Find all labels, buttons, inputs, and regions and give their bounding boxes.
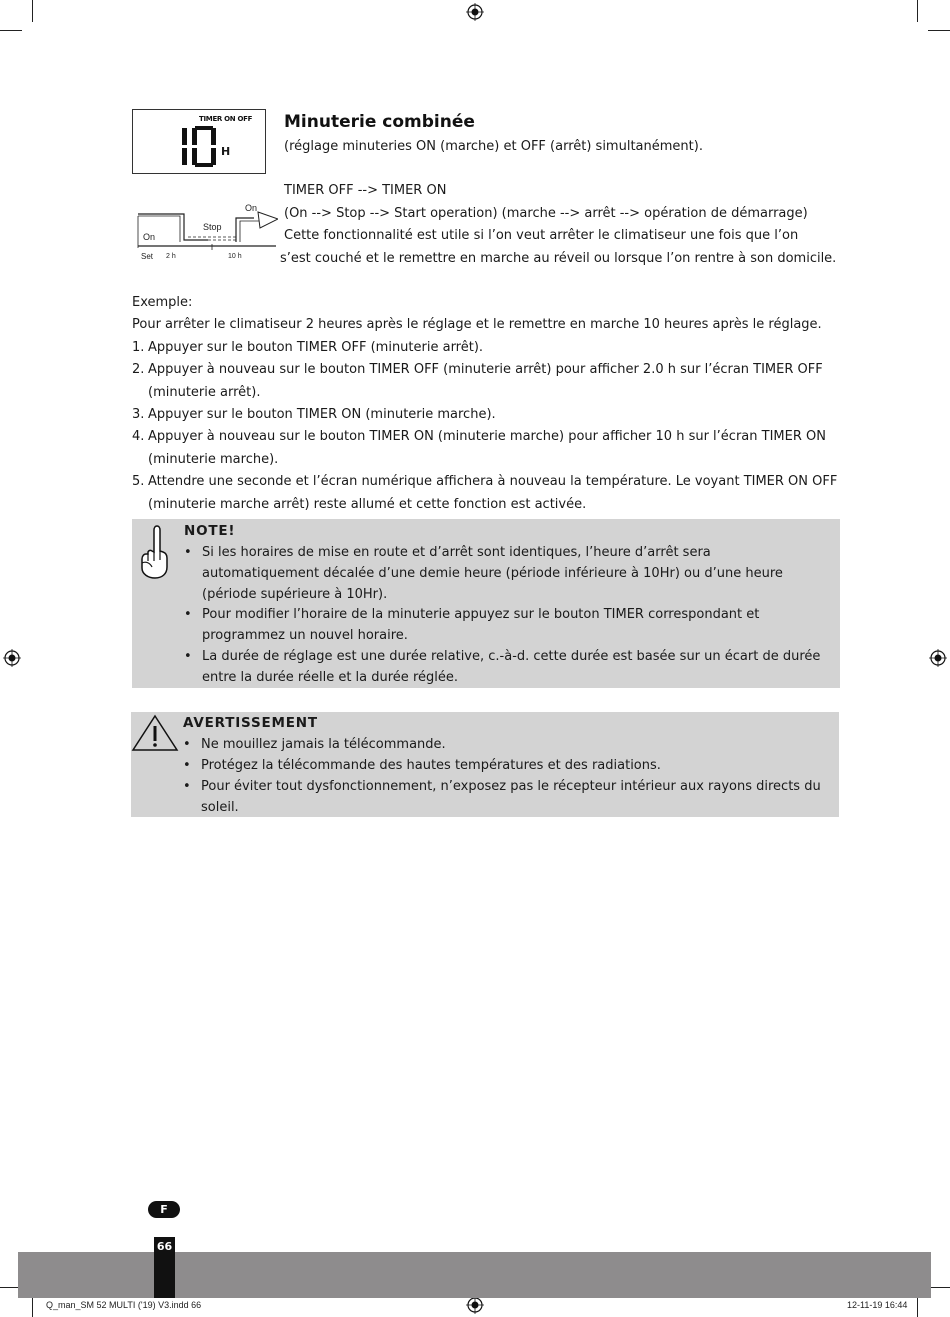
example-intro: Pour arrêter le climatiseur 2 heures après le réglage et le remettre en marche 10 heures après le réglage. (132, 317, 822, 332)
step-text: (minuterie marche arrêt) reste allumé et cette fonction est activée. (148, 496, 587, 512)
note-text: entre la durée réelle et la durée réglée. (202, 670, 458, 685)
date-slug: 12-11-19 16:44 (847, 1300, 908, 1310)
desc-line: s’est couché et le remettre en marche au réveil ou lorsque l’on rentre à son domicile. (280, 251, 837, 266)
lcd-unit: H (221, 145, 231, 158)
registration-mark-icon (929, 649, 947, 667)
note-text: programmez un nouvel horaire. (202, 628, 408, 643)
step-text: (minuterie marche). (148, 451, 279, 467)
crop-mark (0, 30, 22, 31)
bullet: • (183, 737, 191, 752)
bullet: • (183, 779, 191, 794)
lcd-display (132, 109, 266, 174)
diagram-label-10h: 10 h (228, 253, 242, 260)
list-item (132, 426, 852, 471)
list-item (184, 604, 824, 646)
step-number: 3. (132, 407, 145, 422)
diagram-label-set: Set (141, 252, 154, 261)
list-item (184, 542, 824, 605)
list-item (132, 404, 852, 427)
pointing-hand-icon (138, 523, 170, 579)
crop-mark (928, 1287, 950, 1288)
step-text: Attendre une seconde et l’écran numérique affichera à nouveau la température. Le voyant TIMER ON OFF (148, 474, 838, 489)
list-item (132, 337, 852, 360)
registration-mark-icon (466, 3, 484, 21)
diagram-label-stop: Stop (203, 222, 222, 232)
step-number: 5. (132, 474, 145, 489)
step-number: 2. (132, 362, 145, 377)
list-item (184, 646, 824, 688)
section-subtitle: (réglage minuteries ON (marche) et OFF (arrêt) simultanément). (284, 139, 703, 154)
example-heading: Exemple: (132, 295, 193, 310)
step-number: 1. (132, 340, 145, 355)
lcd-digits (173, 126, 219, 168)
page-number: 66 (156, 1240, 173, 1253)
note-text: automatiquement décalée d’une demie heure (période inférieure à 10Hr) ou d’une heure (202, 566, 783, 581)
note-title: NOTE! (184, 523, 236, 539)
desc-line: Cette fonctionnalité est utile si l’on veut arrêter le climatiseur une fois que l’on (284, 228, 799, 243)
note-text: (période supérieure à 10Hr). (202, 587, 388, 602)
note-text: Si les horaires de mise en route et d’arrêt sont identiques, l’heure d’arrêt sera (202, 545, 711, 560)
bullet: • (184, 607, 192, 622)
list-item (132, 359, 852, 404)
bullet: • (183, 758, 191, 773)
warning-text: Ne mouillez jamais la télécommande. (201, 737, 446, 752)
warning-triangle-icon (131, 714, 179, 752)
crop-mark (917, 0, 918, 22)
file-slug: Q_man_SM 52 MULTI ('19) V3.indd 66 (46, 1300, 202, 1310)
bullet: • (184, 545, 192, 560)
diagram-label-on: On (143, 232, 156, 242)
section-title: Minuterie combinée (284, 112, 475, 132)
crop-mark (32, 1297, 33, 1317)
list-item (183, 755, 833, 776)
step-number: 4. (132, 429, 145, 444)
list-item (132, 471, 852, 516)
step-text: Appuyer sur le bouton TIMER ON (minuterie marche). (148, 407, 496, 422)
warning-text: soleil. (201, 800, 239, 815)
step-text: (minuterie arrêt). (148, 384, 261, 400)
crop-mark (928, 30, 950, 31)
note-text: La durée de réglage est une durée relative, c.-à-d. cette durée est basée sur un écart de durée (202, 649, 821, 664)
list-item (183, 776, 833, 818)
registration-mark-icon (466, 1296, 484, 1314)
lcd-label: TIMER ON OFF (199, 115, 253, 123)
warning-text: Protégez la télécommande des hautes températures et des radiations. (201, 758, 661, 773)
diagram-label-on-right: On (245, 203, 258, 213)
desc-line: (On --> Stop --> Start operation) (marche --> arrêt --> opération de démarrage) (284, 206, 808, 221)
note-text: Pour modifier l’horaire de la minuterie appuyez sur le bouton TIMER correspondant et (202, 607, 760, 622)
diagram-label-2h: 2 h (166, 253, 176, 260)
language-badge: F (148, 1201, 180, 1218)
note-box (132, 519, 840, 688)
warning-box (131, 712, 839, 817)
step-text: Appuyer sur le bouton TIMER OFF (minuterie arrêt). (148, 340, 484, 355)
crop-mark (32, 0, 33, 22)
step-text: Appuyer à nouveau sur le bouton TIMER ON (minuterie marche) pour afficher 10 h sur l’écran TIMER ON (148, 429, 826, 444)
warning-text: Pour éviter tout dysfonctionnement, n’exposez pas le récepteur intérieur aux rayons directs du (201, 779, 821, 794)
warning-title: AVERTISSEMENT (183, 715, 318, 731)
mode-line: TIMER OFF --> TIMER ON (284, 183, 447, 198)
bullet: • (184, 649, 192, 664)
step-text: Appuyer à nouveau sur le bouton TIMER OFF (minuterie arrêt) pour afficher 2.0 h sur l’écran TIMER OFF (148, 362, 823, 377)
registration-mark-icon (3, 649, 21, 667)
list-item (183, 734, 833, 755)
crop-mark (917, 1297, 918, 1317)
